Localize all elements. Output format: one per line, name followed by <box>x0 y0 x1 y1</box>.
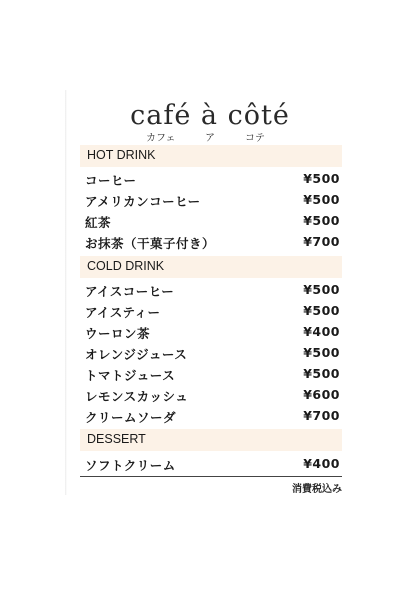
title-reading-part: カフェ <box>146 133 176 144</box>
item-name: アイスコーヒー <box>85 284 175 299</box>
item-price: ¥600 <box>303 387 340 402</box>
menu-item <box>85 303 340 321</box>
section-label: HOT DRINK <box>87 148 156 162</box>
item-name: トマトジュース <box>85 368 176 383</box>
title-reading <box>0 129 420 144</box>
section-label: DESSERT <box>87 432 146 446</box>
section-label: COLD DRINK <box>87 259 165 273</box>
item-name: レモンスカッシュ <box>85 389 189 404</box>
item-price: ¥500 <box>303 345 340 360</box>
menu-item <box>85 366 340 384</box>
item-price: ¥500 <box>303 282 340 297</box>
title-reading-part: コテ <box>245 133 265 144</box>
menu-item <box>85 324 340 342</box>
item-price: ¥500 <box>303 366 340 381</box>
item-name: ソフトクリーム <box>85 458 176 473</box>
menu-item <box>85 171 340 189</box>
item-name: オレンジジュース <box>85 347 188 362</box>
menu-item <box>85 234 340 252</box>
menu-item <box>85 456 340 474</box>
item-name: クリームソーダ <box>85 410 177 425</box>
item-name: ウーロン茶 <box>85 326 151 341</box>
menu-title: café à côté <box>130 100 290 131</box>
item-price: ¥700 <box>303 408 340 423</box>
item-price: ¥400 <box>303 456 340 471</box>
item-price: ¥500 <box>303 213 340 228</box>
title-reading-part: ア <box>205 133 215 144</box>
item-price: ¥700 <box>303 234 340 249</box>
footer-divider <box>80 476 342 477</box>
menu-item <box>85 282 340 300</box>
menu-item <box>85 408 340 426</box>
item-price: ¥500 <box>303 171 340 186</box>
section-header-hot-drink <box>80 145 342 167</box>
menu-item <box>85 192 340 210</box>
item-price: ¥400 <box>303 324 340 339</box>
section-header-cold-drink <box>80 256 342 278</box>
menu-item <box>85 345 340 363</box>
item-name: お抹茶（干菓子付き） <box>85 236 216 251</box>
menu-item <box>85 213 340 231</box>
item-name: アメリカンコーヒー <box>85 194 201 209</box>
section-header-dessert <box>80 429 342 451</box>
item-name: コーヒー <box>85 173 137 188</box>
tax-included-note: 消費税込み <box>292 484 342 495</box>
card-edge-shadow <box>65 90 67 495</box>
item-name: 紅茶 <box>85 215 112 230</box>
menu-item <box>85 387 340 405</box>
item-name: アイスティー <box>85 305 161 320</box>
item-price: ¥500 <box>303 192 340 207</box>
item-price: ¥500 <box>303 303 340 318</box>
